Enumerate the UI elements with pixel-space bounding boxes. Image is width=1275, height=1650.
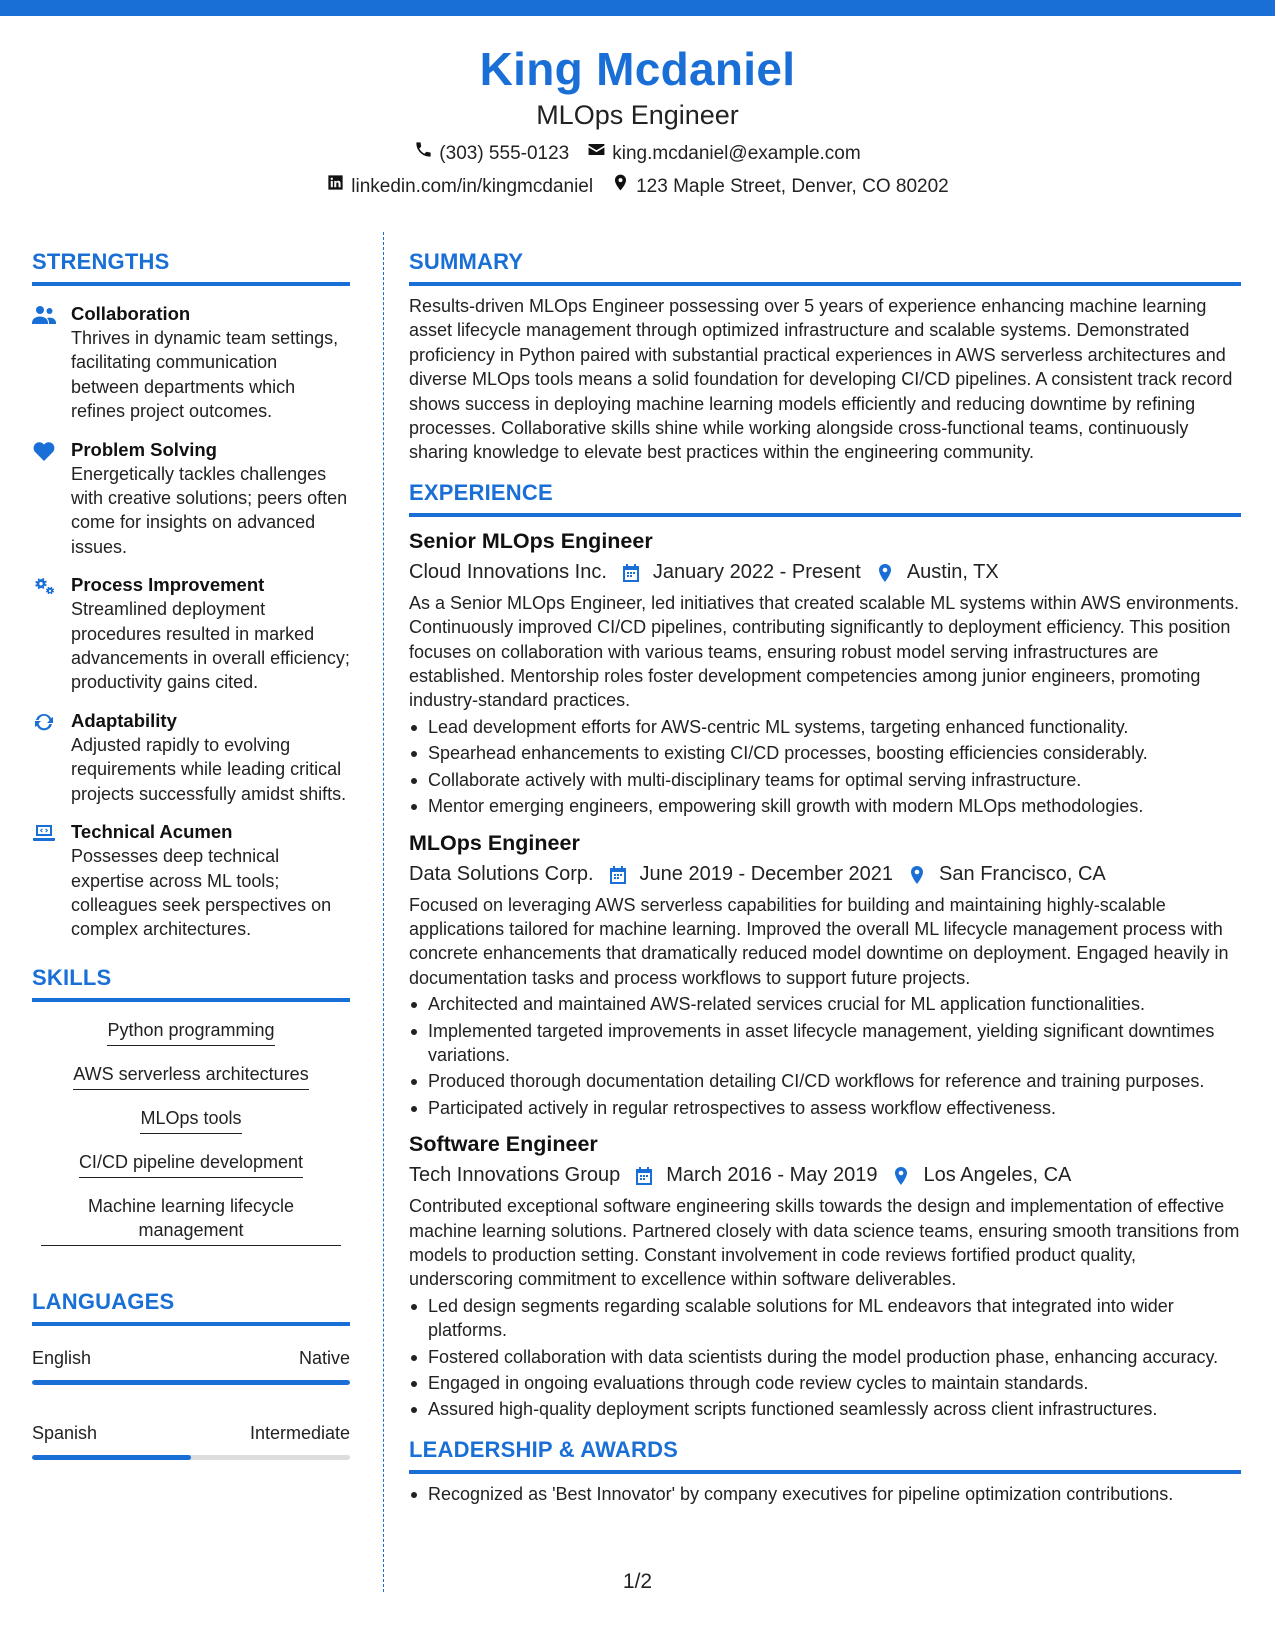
proficiency-fill: [32, 1455, 191, 1460]
job-location: Los Angeles, CA: [923, 1164, 1072, 1187]
skills-heading: SKILLS: [32, 964, 112, 990]
experience-section: [409, 479, 1241, 1422]
phone-contact: [414, 140, 569, 167]
envelope-icon: [587, 140, 606, 167]
right-column: [409, 248, 1241, 1506]
job-role: MLOps Engineer: [409, 830, 580, 855]
laptop-code-icon: [32, 822, 56, 844]
summary-text: Results-driven MLOps Engineer possessing over 5 years of experience enhancing machine learning asset lifecycle management through optimized infrastructure and scalable systems. Demonstrated proficiency in Python paired with substantial practical experiences in AWS serverless architectures and diverse MLOps tools means a solid foundation for developing CI/CD pipelines. A consistent track record shows success in deploying machine learning models efficiently and reducing downtime by refining processes. Collaborative skills shine while working alongside cross-functional teams, continuously sharing knowledge to elevate best practices within the engineering community.: [409, 296, 1233, 463]
linkedin-contact[interactable]: [326, 173, 593, 200]
page-number: 1/2: [622, 1570, 653, 1593]
skill-item: AWS serverless architectures: [73, 1062, 308, 1090]
experience-rule: [409, 513, 1241, 517]
strength-title: Problem Solving: [71, 438, 217, 460]
bullet-item: Led design segments regarding scalable solutions for ML endeavors that integrated into wider platforms.: [409, 1294, 1241, 1343]
contact-row-1: [0, 140, 1275, 167]
strength-title: Process Improvement: [71, 574, 265, 596]
bullet-item: Recognized as 'Best Innovator' by company executives for pipeline optimization contributions.: [409, 1482, 1241, 1506]
bullet-item: Produced thorough documentation detailing CI/CD workflows for reference and training purposes.: [409, 1069, 1241, 1093]
top-accent-bar: [0, 0, 1275, 16]
linkedin-text[interactable]: linkedin.com/in/kingmcdaniel: [351, 175, 594, 197]
language-name: Spanish: [32, 1422, 98, 1443]
strength-item: [32, 438, 350, 560]
job-bullets: [409, 1294, 1241, 1422]
heart-icon: [32, 440, 56, 462]
bullet-item: Spearhead enhancements to existing CI/CD processes, boosting efficiencies considerably.: [409, 741, 1241, 765]
bullet-item: Implemented targeted improvements in asset lifecycle management, yielding significant downtimes variations.: [409, 1019, 1241, 1068]
bullet-item: Collaborate actively with multi-disciplinary teams for optimal serving infrastructure.: [409, 768, 1241, 792]
map-pin-icon: [611, 173, 630, 200]
strength-desc: Streamlined deployment procedures resulted in marked advancements in overall efficiency; productivity gains cited.: [71, 599, 350, 693]
calendar-icon: [634, 1165, 654, 1185]
job-bullets: [409, 992, 1241, 1120]
job-meta: [409, 1160, 1241, 1190]
proficiency-fill: [32, 1380, 350, 1385]
bullet-item: Mentor emerging engineers, empowering skill growth with modern MLOps methodologies.: [409, 794, 1241, 818]
strength-desc: Adjusted rapidly to evolving requirements while leading critical projects successfully amidst shifts.: [71, 734, 347, 804]
users-icon: [32, 304, 56, 326]
job-role: Software Engineer: [409, 1132, 598, 1157]
skill-item: CI/CD pipeline development: [79, 1150, 303, 1178]
awards-rule: [409, 1470, 1241, 1474]
bullet-item: Lead development efforts for AWS-centric ML systems, targeting enhanced functionality.: [409, 715, 1241, 739]
resume-header: [0, 40, 1275, 200]
phone-icon: [414, 140, 433, 167]
job-location: Austin, TX: [906, 560, 999, 583]
skill-item: Machine learning lifecycle management: [41, 1194, 341, 1246]
strength-item: [32, 820, 350, 942]
language-name: English: [32, 1347, 92, 1368]
job-company: Cloud Innovations Inc.: [409, 560, 607, 583]
address-text: 123 Maple Street, Denver, CO 80202: [636, 175, 949, 197]
job-entry: [409, 829, 1241, 1121]
awards-list: [409, 1482, 1241, 1506]
job-dates: March 2016 - May 2019: [666, 1164, 878, 1187]
job-description: As a Senior MLOps Engineer, led initiatives that created scalable ML systems within AWS environments. Continuously improved CI/CD pipelines, contributing significantly to deployment efficiency. This position focuses on collaboration with various teams, ensuring robust model serving infrastructures are established. Mentorship roles foster development competencies among junior engineers, promoting industry-standard practices.: [409, 592, 1240, 711]
job-location: San Francisco, CA: [939, 862, 1106, 885]
map-pin-icon: [907, 864, 927, 884]
language-level: Intermediate: [249, 1422, 350, 1443]
languages-rule: [32, 1322, 350, 1326]
strength-title: Adaptability: [71, 709, 177, 731]
phone-text: (303) 555-0123: [439, 142, 570, 164]
summary-rule: [409, 282, 1241, 286]
strengths-rule: [32, 282, 350, 286]
bullet-item: Participated actively in regular retrospectives to assess workflow effectiveness.: [409, 1096, 1241, 1120]
skills-section: [32, 964, 350, 1246]
map-pin-icon: [891, 1165, 911, 1185]
strength-item: [32, 573, 350, 695]
language-level: Native: [298, 1347, 350, 1368]
candidate-name: King Mcdaniel: [479, 43, 796, 95]
strength-item: [32, 709, 350, 806]
job-meta: [409, 859, 1241, 889]
strength-desc: Possesses deep technical expertise across ML tools; colleagues seek perspectives on complex architectures.: [71, 846, 332, 940]
candidate-title: MLOps Engineer: [536, 100, 739, 130]
strengths-heading: STRENGTHS: [32, 249, 170, 274]
column-divider: [383, 232, 384, 1592]
language-item: [32, 1346, 350, 1385]
skills-rule: [32, 998, 350, 1002]
language-item: [32, 1421, 350, 1460]
job-dates: June 2019 - December 2021: [639, 862, 894, 885]
awards-heading: LEADERSHIP & AWARDS: [409, 1436, 679, 1462]
job-description: Contributed exceptional software engineering skills towards the design and implementation of effective machine learning solutions. Partnered closely with data science teams, ensuring smooth transitions from models to production setting. Constant involvement in code reviews fortified product quality, underscoring commitment to excellence within software deliverables.: [409, 1196, 1240, 1290]
strength-desc: Energetically tackles challenges with creative solutions; peers often come for insights on advanced issues.: [71, 463, 348, 557]
experience-heading: EXPERIENCE: [409, 479, 553, 505]
job-entry: [409, 527, 1241, 819]
proficiency-bar: [32, 1455, 350, 1460]
job-dates: January 2022 - Present: [652, 560, 861, 583]
strengths-list: [32, 302, 350, 942]
bullet-item: Architected and maintained AWS-related services crucial for ML application functionalities.: [409, 992, 1241, 1016]
languages-section: [32, 1288, 350, 1460]
job-company: Tech Innovations Group: [409, 1164, 621, 1187]
job-entry: [409, 1130, 1241, 1422]
skill-item: Python programming: [107, 1018, 274, 1046]
email-text[interactable]: king.mcdaniel@example.com: [612, 142, 861, 164]
bullet-item: Assured high-quality deployment scripts functioned seamlessly across client infrastructures.: [409, 1397, 1241, 1421]
strength-title: Collaboration: [71, 303, 191, 324]
skill-item: MLOps tools: [140, 1106, 241, 1134]
proficiency-bar: [32, 1380, 350, 1385]
languages-heading: LANGUAGES: [32, 1288, 175, 1314]
calendar-icon: [608, 864, 628, 884]
strength-item: [32, 302, 350, 424]
strength-title: Technical Acumen: [71, 821, 233, 843]
gears-icon: [32, 575, 56, 597]
awards-section: [409, 1436, 1241, 1506]
refresh-icon: [32, 711, 56, 733]
linkedin-icon: [326, 173, 345, 200]
strength-desc: Thrives in dynamic team settings, facilitating communication between departments which refines project outcomes.: [71, 328, 339, 422]
job-company: Data Solutions Corp.: [409, 862, 594, 885]
email-contact[interactable]: [587, 140, 860, 167]
contact-row-2: [0, 173, 1275, 200]
skills-list: [32, 1018, 350, 1246]
bullet-item: Engaged in ongoing evaluations through code review cycles to maintain standards.: [409, 1371, 1241, 1395]
job-meta: [409, 557, 1241, 587]
job-description: Focused on leveraging AWS serverless capabilities for building and maintaining highly-scalable applications tailored for machine learning. Improved the overall ML lifecycle management process with concrete enhancements that dramatically reduced model downtime on deployment. Engaged heavily in documentation tasks and process workflows to support future projects.: [409, 894, 1229, 988]
job-role: Senior MLOps Engineer: [409, 528, 653, 553]
job-bullets: [409, 715, 1241, 819]
bullet-item: Fostered collaboration with data scientists during the model production phase, enhancing accuracy.: [409, 1345, 1241, 1369]
calendar-icon: [621, 562, 641, 582]
map-pin-icon: [875, 562, 895, 582]
summary-heading: SUMMARY: [409, 249, 524, 274]
address-contact: [611, 173, 949, 200]
left-column: [32, 248, 350, 1460]
